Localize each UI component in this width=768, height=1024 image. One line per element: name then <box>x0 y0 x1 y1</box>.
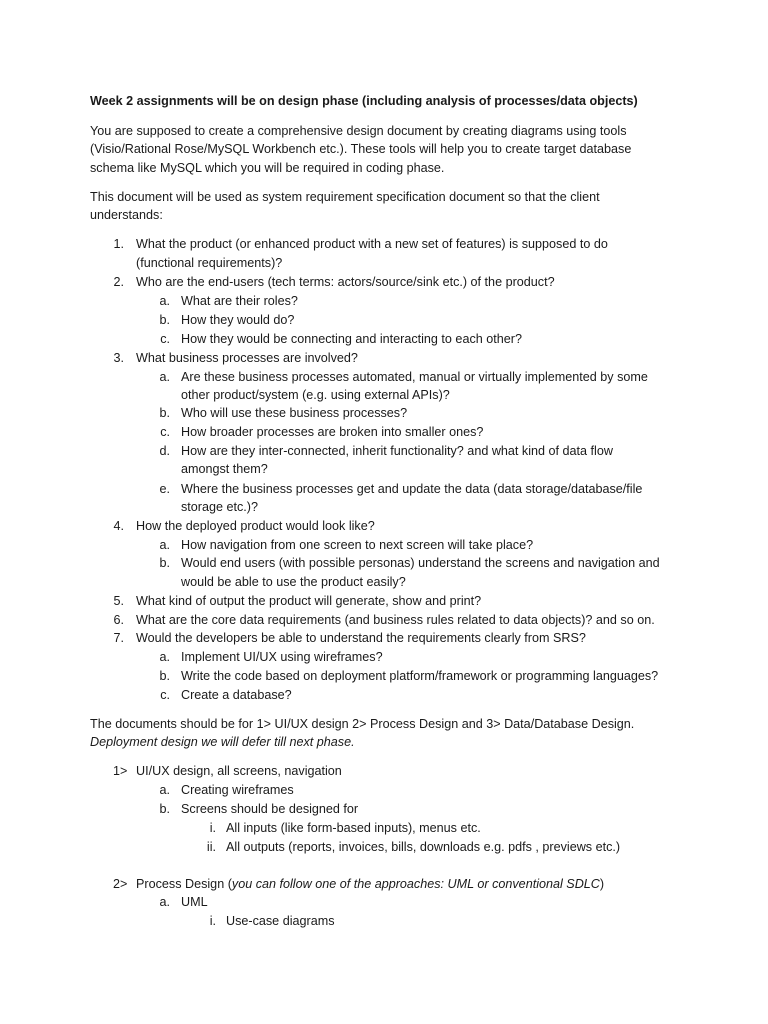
documents-line-2: Deployment design we will defer till next phase. <box>90 735 355 749</box>
sublist-marker: a. <box>159 895 170 909</box>
sublist-marker: a. <box>159 783 170 797</box>
sublist-item: Where the business processes get and update the data (data storage/database/file <box>181 482 643 496</box>
sublist-item-continued: amongst them? <box>181 462 268 476</box>
purpose-line-2: understands: <box>90 208 163 222</box>
sublist-marker: c. <box>160 688 170 702</box>
sublist-marker: d. <box>159 444 170 458</box>
subsublist-item: All inputs (like form-based inputs), menus etc. <box>226 821 481 835</box>
list-marker: 2. <box>113 275 124 289</box>
list-marker: 6. <box>113 613 124 627</box>
sublist-marker: c. <box>160 332 170 346</box>
subsublist-item: All outputs (reports, invoices, bills, downloads e.g. pdfs , previews etc.) <box>226 840 621 854</box>
sublist-item: Creating wireframes <box>181 783 294 797</box>
sublist-marker: b. <box>159 802 170 816</box>
list-item-continued: (functional requirements)? <box>136 256 283 270</box>
list-marker: 1. <box>113 237 124 251</box>
subsublist-item: Use-case diagrams <box>226 914 335 928</box>
heading: Week 2 assignments will be on design phase (including analysis of processes/data objects) <box>90 94 638 108</box>
list-marker: 5. <box>113 594 124 608</box>
intro-line-2: (Visio/Rational Rose/MySQL Workbench etc.). These tools will help you to create target database <box>90 142 632 156</box>
sublist-marker: b. <box>159 313 170 327</box>
list-item: How the deployed product would look like? <box>136 519 375 533</box>
sublist-marker: b. <box>159 406 170 420</box>
list-item: What the product (or enhanced product with a new set of features) is supposed to do <box>136 237 608 251</box>
sublist-item: Who will use these business processes? <box>181 406 408 420</box>
list-item: Would the developers be able to understand the requirements clearly from SRS? <box>136 631 586 645</box>
sublist-marker: b. <box>159 556 170 570</box>
sublist-item: Implement UI/UX using wireframes? <box>181 650 383 664</box>
sublist-item: Would end users (with possible personas) understand the screens and navigation and <box>181 556 660 570</box>
sublist-marker: a. <box>159 294 170 308</box>
sublist-marker: e. <box>159 482 170 496</box>
sublist-item: Screens should be designed for <box>181 802 359 816</box>
section-title: UI/UX design, all screens, navigation <box>136 764 342 778</box>
subsublist-marker: ii. <box>206 840 216 854</box>
sublist-marker: a. <box>159 650 170 664</box>
list-item: Who are the end-users (tech terms: actors/source/sink etc.) of the product? <box>136 275 555 289</box>
sublist-marker: a. <box>159 538 170 552</box>
sublist-item: Create a database? <box>181 688 292 702</box>
list-item: What business processes are involved? <box>136 351 358 365</box>
sublist-item: Write the code based on deployment platform/framework or programming languages? <box>181 669 659 683</box>
sublist-item: UML <box>181 895 208 909</box>
sublist-marker: c. <box>160 425 170 439</box>
section-title: Process Design (you can follow one of the approaches: UML or conventional SDLC) <box>136 877 605 891</box>
intro-line-1: You are supposed to create a comprehensive design document by creating diagrams using tools <box>90 124 627 138</box>
section-marker: 1> <box>113 764 128 778</box>
list-item: What kind of output the product will generate, show and print? <box>136 594 482 608</box>
sublist-item: How broader processes are broken into smaller ones? <box>181 425 484 439</box>
sublist-marker: a. <box>159 370 170 384</box>
sublist-item-continued: storage etc.)? <box>181 500 259 514</box>
sublist-item: What are their roles? <box>181 294 298 308</box>
list-item: What are the core data requirements (and business rules related to data objects)? and so on. <box>136 613 655 627</box>
purpose-line-1: This document will be used as system requirement specification document so that the client <box>90 190 600 204</box>
sublist-item-continued: other product/system (e.g. using external APIs)? <box>181 388 450 402</box>
sublist-item: How they would do? <box>181 313 295 327</box>
list-marker: 7. <box>113 631 124 645</box>
sublist-item-continued: would be able to use the product easily? <box>181 575 406 589</box>
section-marker: 2> <box>113 877 128 891</box>
subsublist-marker: i. <box>209 821 216 835</box>
sublist-marker: b. <box>159 669 170 683</box>
sublist-item: How they would be connecting and interacting to each other? <box>181 332 522 346</box>
sublist-item: Are these business processes automated, manual or virtually implemented by some <box>181 370 648 384</box>
subsublist-marker: i. <box>209 914 216 928</box>
list-marker: 3. <box>113 351 124 365</box>
intro-line-3: schema like MySQL which you will be required in coding phase. <box>90 161 445 175</box>
sublist-item: How are they inter-connected, inherit functionality? and what kind of data flow <box>181 444 613 458</box>
sublist-item: How navigation from one screen to next screen will take place? <box>181 538 534 552</box>
list-marker: 4. <box>113 519 124 533</box>
documents-line-1: The documents should be for 1> UI/UX design 2> Process Design and 3> Data/Database Design. <box>90 717 635 731</box>
